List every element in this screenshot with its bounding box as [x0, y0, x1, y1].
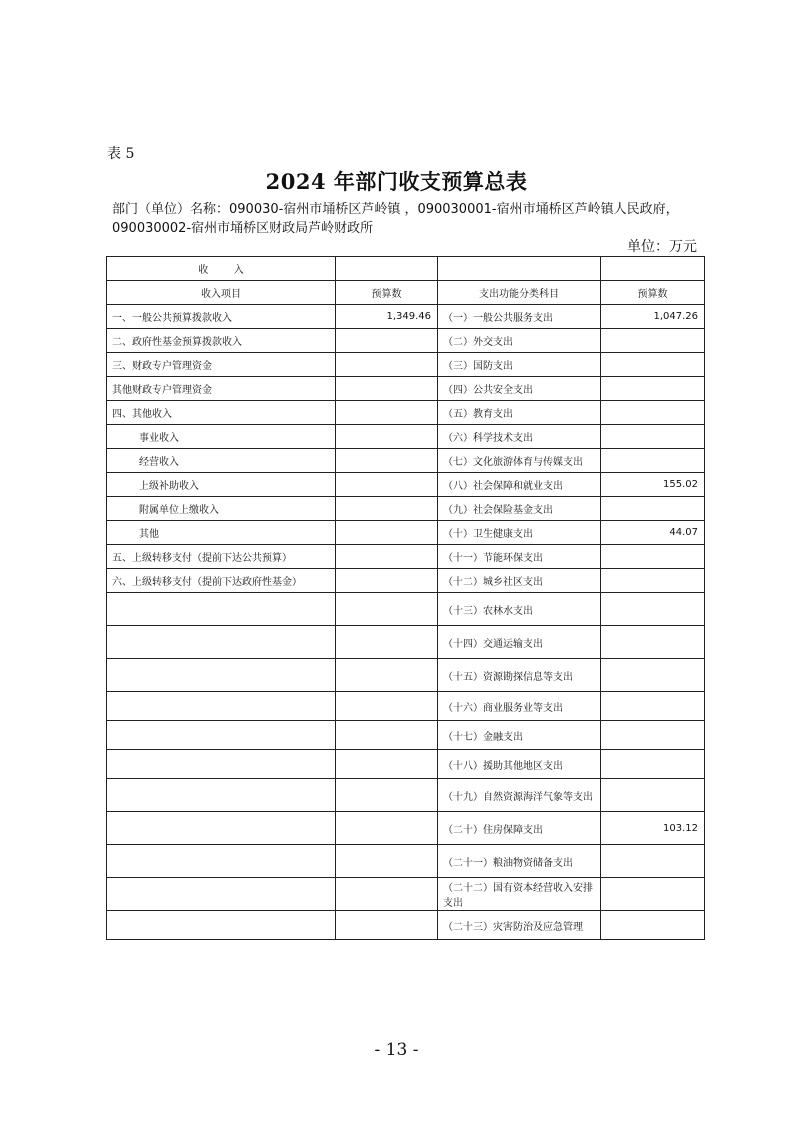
table-row	[107, 473, 705, 497]
table-row	[107, 812, 705, 845]
income-item-cell: 经营收入	[107, 449, 336, 473]
income-amount-cell	[336, 329, 438, 353]
table-tag: 表 5	[107, 146, 135, 162]
income-item-cell: 五、上级转移支付（提前下达公共预算）	[107, 545, 336, 569]
income-amount-cell	[336, 569, 438, 593]
income-item-cell	[107, 750, 336, 779]
table-row	[107, 545, 705, 569]
expense-amount-cell	[601, 593, 705, 626]
income-amount-cell	[336, 377, 438, 401]
expense-amount-cell	[601, 845, 705, 878]
table-row	[107, 845, 705, 878]
expense-amount-cell	[601, 377, 705, 401]
income-amount-cell	[336, 812, 438, 845]
income-amount-cell	[336, 626, 438, 659]
expense-item-cell: （一）一般公共服务支出	[438, 305, 601, 329]
income-amount-cell	[336, 845, 438, 878]
income-item-cell	[107, 779, 336, 812]
table-row	[107, 329, 705, 353]
department-info	[112, 200, 712, 238]
income-amount-cell	[336, 593, 438, 626]
income-amount-cell	[336, 878, 438, 911]
table-row	[107, 911, 705, 940]
income-item-cell: 二、政府性基金预算拨款收入	[107, 329, 336, 353]
income-item-cell: 六、上级转移支付（提前下达政府性基金）	[107, 569, 336, 593]
expense-item-cell: （七）文化旅游体育与传媒支出	[438, 449, 601, 473]
expense-item-cell: （三）国防支出	[438, 353, 601, 377]
income-item-cell	[107, 845, 336, 878]
table-row	[107, 497, 705, 521]
expense-item-cell: （九）社会保险基金支出	[438, 497, 601, 521]
table-row	[107, 692, 705, 721]
table-row	[107, 626, 705, 659]
expense-item-cell: （八）社会保障和就业支出	[438, 473, 601, 497]
income-item-cell: 附属单位上缴收入	[107, 497, 336, 521]
expense-item-cell: （六）科学技术支出	[438, 425, 601, 449]
expense-item-cell: （十一）节能环保支出	[438, 545, 601, 569]
expense-amount-cell	[601, 750, 705, 779]
expense-item-cell: （十九）自然资源海洋气象等支出	[438, 779, 601, 812]
income-item-cell	[107, 878, 336, 911]
income-item-cell: 其他财政专户管理资金	[107, 377, 336, 401]
income-amount-cell	[336, 473, 438, 497]
expense-item-cell: （二十三）灾害防治及应急管理	[438, 911, 601, 940]
income-group-header: 收 入	[107, 257, 336, 281]
expense-item-cell: （二）外交支出	[438, 329, 601, 353]
expense-item-cell: （十八）援助其他地区支出	[438, 750, 601, 779]
income-amount-cell	[336, 721, 438, 750]
income-amount-cell	[336, 353, 438, 377]
table-row	[107, 401, 705, 425]
expense-item-cell: （二十一）粮油物资储备支出	[438, 845, 601, 878]
income-item-cell	[107, 659, 336, 692]
table-row	[107, 721, 705, 750]
expense-amount-cell	[601, 721, 705, 750]
expense-item-cell: （十六）商业服务业等支出	[438, 692, 601, 721]
unit-label: 单位：万元	[627, 239, 697, 255]
table-row	[107, 377, 705, 401]
income-amount-cell	[336, 545, 438, 569]
page-number: - 13 -	[374, 1040, 419, 1060]
expense-amount-cell	[601, 545, 705, 569]
col-header-expense-item: 支出功能分类科目	[438, 281, 601, 305]
expense-amount-cell	[601, 692, 705, 721]
income-item-cell	[107, 911, 336, 940]
department-line-1: 部门（单位）名称：090030-宿州市埇桥区芦岭镇 ，090030001-宿州市埇桥区芦岭镇人民政府，	[112, 202, 679, 217]
expense-item-cell: （二十二）国有资本经营收入安排支出	[438, 878, 601, 911]
income-amount-cell	[336, 911, 438, 940]
table-row	[107, 353, 705, 377]
expense-item-cell: （十四）交通运输支出	[438, 626, 601, 659]
expense-amount-cell	[601, 329, 705, 353]
income-item-cell	[107, 626, 336, 659]
expense-amount-cell	[601, 425, 705, 449]
expense-item-cell: （十七）金融支出	[438, 721, 601, 750]
expense-amount-cell	[601, 449, 705, 473]
expense-item-cell: （十三）农林水支出	[438, 593, 601, 626]
expense-amount-cell	[601, 911, 705, 940]
income-item-cell: 事业收入	[107, 425, 336, 449]
income-amount-cell	[336, 750, 438, 779]
income-amount-cell	[336, 425, 438, 449]
expense-item-cell: （四）公共安全支出	[438, 377, 601, 401]
expense-item-cell: （十）卫生健康支出	[438, 521, 601, 545]
income-item-cell	[107, 721, 336, 750]
table-row	[107, 569, 705, 593]
income-amount-cell	[336, 659, 438, 692]
col-header-income-amount: 预算数	[336, 281, 438, 305]
expense-amount-cell: 44.07	[601, 521, 705, 545]
income-amount-cell: 1,349.46	[336, 305, 438, 329]
expense-item-cell: （五）教育支出	[438, 401, 601, 425]
income-item-cell	[107, 692, 336, 721]
income-item-cell	[107, 812, 336, 845]
expense-amount-cell: 1,047.26	[601, 305, 705, 329]
expense-amount-cell: 103.12	[601, 812, 705, 845]
expense-amount-cell	[601, 353, 705, 377]
income-amount-cell	[336, 449, 438, 473]
page-title: 2024 年部门收支预算总表	[265, 169, 528, 194]
income-item-cell: 四、其他收入	[107, 401, 336, 425]
expense-amount-cell	[601, 497, 705, 521]
table-row	[107, 750, 705, 779]
empty-cell	[438, 257, 601, 281]
table-row	[107, 425, 705, 449]
income-item-cell: 其他	[107, 521, 336, 545]
table-row	[107, 593, 705, 626]
expense-amount-cell	[601, 626, 705, 659]
expense-item-cell: （二十）住房保障支出	[438, 812, 601, 845]
expense-amount-cell	[601, 878, 705, 911]
expense-item-cell: （十五）资源勘探信息等支出	[438, 659, 601, 692]
income-item-cell: 一、一般公共预算拨款收入	[107, 305, 336, 329]
expense-amount-cell	[601, 401, 705, 425]
income-amount-cell	[336, 692, 438, 721]
table-top-header-row	[107, 257, 705, 281]
expense-amount-cell	[601, 779, 705, 812]
expense-amount-cell	[601, 659, 705, 692]
income-amount-cell	[336, 401, 438, 425]
table-row	[107, 878, 705, 911]
income-amount-cell	[336, 497, 438, 521]
table-row	[107, 449, 705, 473]
income-item-cell: 三、财政专户管理资金	[107, 353, 336, 377]
table-column-header-row	[107, 281, 705, 305]
col-header-income-item: 收入项目	[107, 281, 336, 305]
expense-amount-cell	[601, 569, 705, 593]
table-row	[107, 659, 705, 692]
budget-table-body	[107, 257, 705, 940]
expense-item-cell: （十二）城乡社区支出	[438, 569, 601, 593]
income-amount-cell	[336, 521, 438, 545]
table-row	[107, 521, 705, 545]
table-row	[107, 305, 705, 329]
col-header-expense-amount: 预算数	[601, 281, 705, 305]
table-row	[107, 779, 705, 812]
department-line-2: 090030002-宿州市埇桥区财政局芦岭财政所	[112, 221, 374, 236]
income-item-cell	[107, 593, 336, 626]
empty-cell	[336, 257, 438, 281]
expense-amount-cell: 155.02	[601, 473, 705, 497]
budget-table	[106, 256, 705, 940]
income-amount-cell	[336, 779, 438, 812]
empty-cell	[601, 257, 705, 281]
income-item-cell: 上级补助收入	[107, 473, 336, 497]
